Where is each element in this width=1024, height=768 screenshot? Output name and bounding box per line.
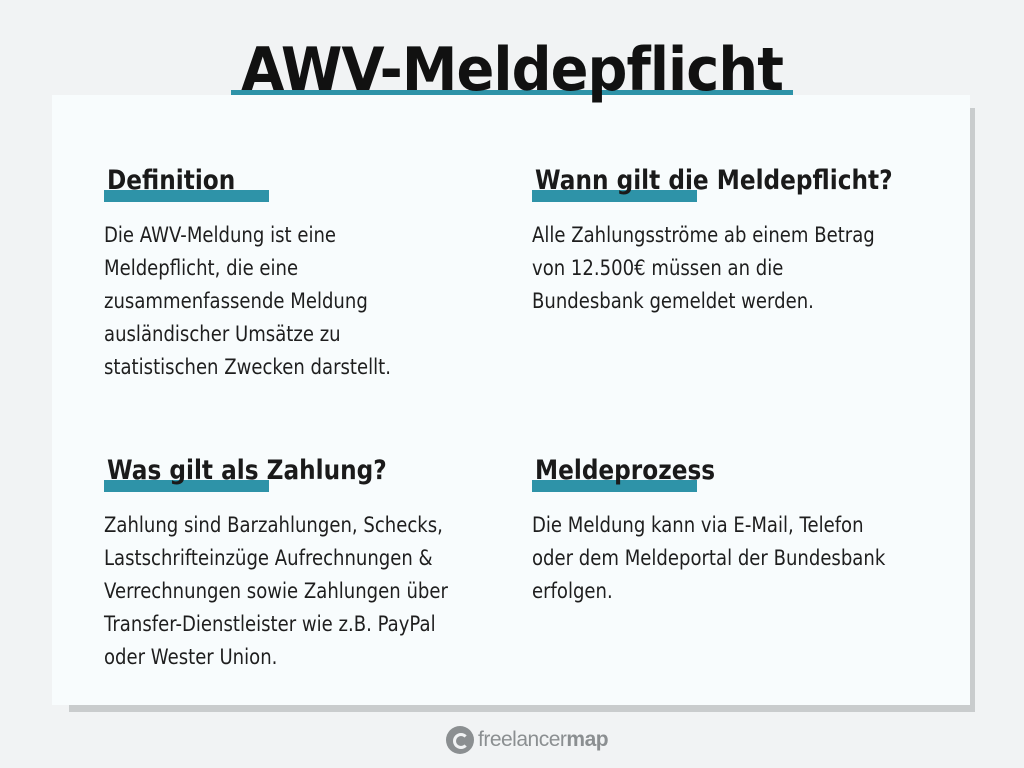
- section-definition: [104, 161, 514, 384]
- freelancermap-logo-icon: [446, 726, 474, 754]
- section-heading: Meldeprozess: [535, 455, 716, 486]
- section-meldeprozess: [532, 451, 942, 608]
- section-heading: Was gilt als Zahlung?: [107, 455, 387, 486]
- logo-text-bold: map: [566, 728, 609, 751]
- page-title: AWV-Meldepflicht: [241, 35, 783, 105]
- section-heading: Wann gilt die Meldepflicht?: [535, 165, 893, 196]
- section-body: Die AWV-Meldung ist eine Meldepflicht, die eine zusammenfassende Meldung ausländischer Umsätze zu statistischen Zwecken darstellt.: [104, 223, 391, 379]
- section-header: [104, 161, 514, 207]
- section-header: [104, 451, 514, 497]
- freelancermap-logo: [446, 722, 608, 758]
- section-body: Alle Zahlungsströme ab einem Betrag von 12.500€ müssen an die Bundesbank gemeldet werden.: [532, 223, 875, 313]
- logo-text: [478, 728, 608, 752]
- section-body: Die Meldung kann via E-Mail, Telefon oder dem Meldeportal der Bundesbank erfolgen.: [532, 513, 886, 603]
- logo-text-light: freelancer: [478, 728, 567, 751]
- section-header: [532, 451, 942, 497]
- section-header: [532, 161, 942, 207]
- section-was-gilt-als-zahlung: [104, 451, 514, 674]
- section-heading: Definition: [107, 165, 236, 196]
- content-card: [52, 95, 970, 705]
- section-body: Zahlung sind Barzahlungen, Schecks, Lastschrifteinzüge Aufrechnungen & Verrechnungen sowie Zahlungen über Transfer-Dienstleister wie z.B. PayPal oder Wester Union.: [104, 513, 448, 669]
- section-wann-gilt: [532, 161, 942, 318]
